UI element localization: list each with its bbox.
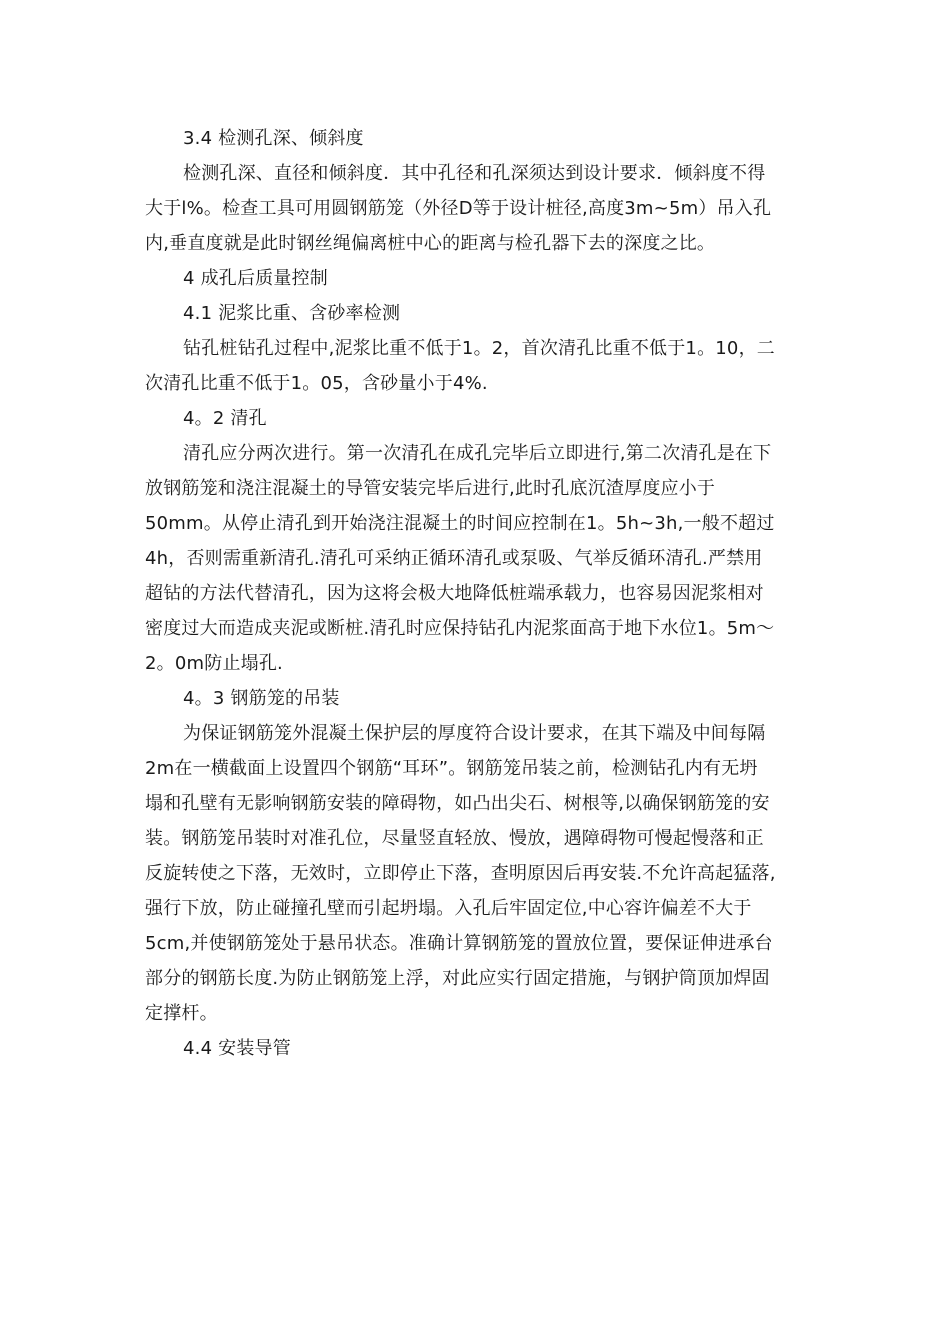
- section-heading-4-2: 4。2 清孔: [183, 408, 267, 429]
- document-page: [145, 121, 805, 1066]
- paragraph-line: 2。0m防止塌孔.: [145, 653, 283, 674]
- section-heading-4-3: 4。3 钢筋笼的吊装: [183, 688, 340, 709]
- paragraph-line: 塌和孔壁有无影响钢筋安装的障碍物，如凸出尖石、树根等,以确保钢筋笼的安: [145, 793, 770, 814]
- paragraph-line: 为保证钢筋笼外混凝土保护层的厚度符合设计要求，在其下端及中间每隔: [183, 723, 766, 744]
- paragraph-line: 5cm,并使钢筋笼处于悬吊状态。准确计算钢筋笼的置放位置，要保证伸进承台: [145, 933, 773, 954]
- paragraph-line: 定撑杆。: [145, 1003, 218, 1024]
- paragraph-line: 检测孔深、直径和倾斜度．其中孔径和孔深须达到设计要求．倾斜度不得: [183, 163, 766, 184]
- paragraph-line: 密度过大而造成夹泥或断桩.清孔时应保持钻孔内泥浆面高于地下水位1。5m～: [145, 618, 775, 639]
- paragraph-line: 50mm。从停止清孔到开始浇注混凝土的时间应控制在1。5h~3h,一般不超过: [145, 513, 775, 534]
- paragraph-line: 装。钢筋笼吊装时对准孔位，尽量竖直轻放、慢放，遇障碍物可慢起慢落和正: [145, 828, 764, 849]
- paragraph-line: 内,垂直度就是此时钢丝绳偏离桩中心的距离与检孔器下去的深度之比。: [145, 233, 716, 254]
- paragraph-line: 放钢筋笼和浇注混凝土的导管安装完毕后进行,此时孔底沉渣厚度应小于: [145, 478, 716, 499]
- paragraph-line: 清孔应分两次进行。第一次清孔在成孔完毕后立即进行,第二次清孔是在下: [183, 443, 772, 464]
- section-heading-3-4: 3.4 检测孔深、倾斜度: [183, 128, 364, 149]
- paragraph-line: 大于l%。检查工具可用圆钢筋笼（外径D等于设计桩径,高度3m~5m）吊入孔: [145, 198, 772, 219]
- paragraph-line: 超钻的方法代替清孔，因为这将会极大地降低桩端承载力，也容易因泥浆相对: [145, 583, 764, 604]
- section-heading-4: 4 成孔后质量控制: [183, 268, 328, 289]
- paragraph-line: 2m在一横截面上设置四个钢筋“耳环”。钢筋笼吊装之前，检测钻孔内有无坍: [145, 758, 758, 779]
- section-heading-4-4: 4.4 安装导管: [183, 1038, 291, 1059]
- paragraph-line: 4h，否则需重新清孔.清孔可采纳正循环清孔或泵吸、气举反循环清孔.严禁用: [145, 548, 763, 569]
- paragraph-line: 钻孔桩钻孔过程中,泥浆比重不低于1。2，首次清孔比重不低于1。10，二: [183, 338, 775, 359]
- paragraph-line: 强行下放，防止碰撞孔壁而引起坍塌。入孔后牢固定位,中心容许偏差不大于: [145, 898, 752, 919]
- paragraph-line: 次清孔比重不低于1。05，含砂量小于4%.: [145, 373, 488, 394]
- paragraph-line: 反旋转使之下落，无效时，立即停止下落，查明原因后再安装.不允许高起猛落,: [145, 863, 776, 884]
- paragraph-line: 部分的钢筋长度.为防止钢筋笼上浮，对此应实行固定措施，与钢护筒顶加焊固: [145, 968, 770, 989]
- section-heading-4-1: 4.1 泥浆比重、含砂率检测: [183, 303, 401, 324]
